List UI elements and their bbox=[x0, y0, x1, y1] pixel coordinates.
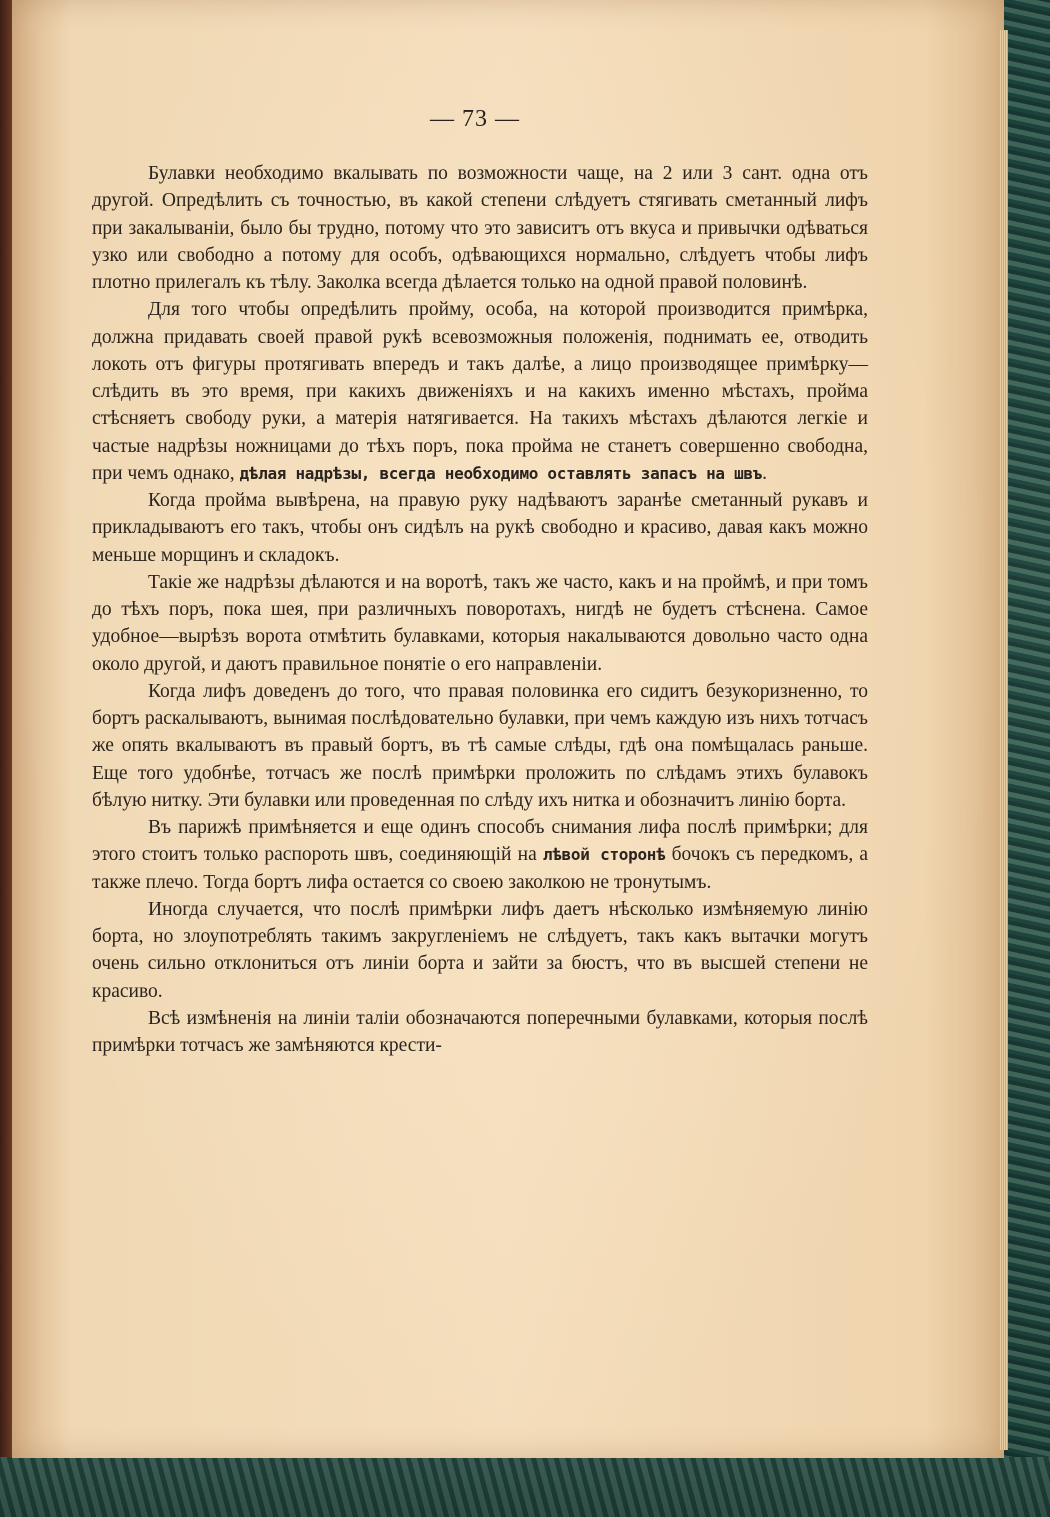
page-number: — 73 — bbox=[430, 106, 520, 132]
paragraph bbox=[92, 160, 868, 296]
paragraph bbox=[92, 296, 868, 487]
text-segment: Когда пройма вывѣрена, на правую руку надѣваютъ заранѣе сметанный рукавъ и прикладываютъ его такъ, чтобы онъ сидѣлъ на рукѣ свободно и красиво, давая какъ можно меньше морщинъ и складокъ. bbox=[92, 490, 868, 566]
text-segment: . bbox=[762, 462, 767, 484]
text-segment: Иногда случается, что послѣ примѣрки лифъ даетъ нѣсколько измѣняемую линію борта, но злоупотреблять такимъ закругленіемъ не слѣдуетъ, такъ какъ вытачки могутъ очень сильно отклониться отъ линіи борта и зайти за бюстъ, что въ высшей степени не красиво. bbox=[92, 898, 868, 1002]
page-body-text bbox=[92, 160, 868, 1059]
text-segment: Для того чтобы опредѣлить пройму, особа, на которой производится примѣрка, должна придавать своей правой рукѣ всевозможныя положенія, поднимать ее, отводить локоть отъ фигуры протягивать впередъ и такъ далѣе, а лицо производящее примѣрку—слѣдить въ это время, при какихъ движеніяхъ и на какихъ именно мѣстахъ, пройма стѣсняетъ свободу руки, а матерія натягивается. На такихъ мѣстахъ дѣлаются легкіе и частые надрѣзы ножницами до тѣхъ поръ, пока пройма не станетъ совершенно свободна, при чемъ однако, bbox=[92, 299, 868, 484]
book-binding-left bbox=[0, 0, 12, 1517]
text-segment: Въ парижѣ примѣняется и еще одинъ способъ снимания лифа послѣ примѣрки; для этого стоитъ только распороть швъ, соединяющій на bbox=[92, 817, 868, 866]
text-segment: Когда лифъ доведенъ до того, что правая половинка его сидитъ безукоризненно, то бортъ раскалываютъ, вынимая послѣдовательно булавки, при чемъ каждую изъ нихъ тотчасъ же опять вкалываютъ въ правый бортъ, въ тѣ самые слѣды, гдѣ она помѣщалась раньше. Еще того удобнѣе, тотчасъ же послѣ примѣрки проложить по слѣдамъ этихъ булавокъ бѣлую нитку. Эти булавки или проведенная по слѣду ихъ нитка и обозначитъ линію борта. bbox=[92, 680, 868, 811]
text-segment: бочокъ съ передкомъ, а также плечо. Тогда бортъ лифа остается со своею заколкою не тронутымъ. bbox=[92, 844, 868, 893]
paragraph bbox=[92, 487, 868, 569]
page-edges bbox=[1000, 30, 1008, 1450]
text-segment: Булавки необходимо вкалывать по возможности чаще, на 2 или 3 сант. одна отъ другой. Опредѣлить съ точностью, въ какой степени слѣдуетъ стягивать сметанный лифъ при закалываніи, было бы трудно, потому что это зависитъ отъ вкуса и привычки одѣваться узко или свободно а потому для особъ, одѣвающихся нормально, слѣдуетъ чтобы лифъ плотно прилегалъ къ тѣлу. Заколка всегда дѣлается только на одной правой половинѣ. bbox=[92, 163, 868, 293]
bold-text-segment: дѣлая надрѣзы, всегда необходимо оставлять запасъ на швъ bbox=[239, 463, 763, 483]
bold-text-segment: лѣвой сторонѣ bbox=[542, 845, 666, 865]
book-page bbox=[12, 0, 1004, 1458]
paragraph bbox=[92, 814, 868, 896]
text-segment: Всѣ измѣненія на линіи таліи обозначаются поперечными булавками, которыя послѣ примѣрки тотчасъ же замѣняются крести- bbox=[92, 1007, 868, 1056]
paragraph bbox=[92, 1005, 868, 1060]
text-segment: Такіе же надрѣзы дѣлаются и на воротѣ, такъ же часто, какъ и на проймѣ, и при томъ до тѣхъ поръ, пока шея, при различныхъ поворотахъ, нигдѣ не будетъ стѣснена. Самое удобное—вырѣзъ ворота отмѣтить булавками, которыя накалываются довольно часто одна около другой, и даютъ правильное понятіе о его направленіи. bbox=[92, 571, 868, 675]
paragraph bbox=[92, 896, 868, 1005]
paragraph bbox=[92, 678, 868, 814]
marbled-cover-right bbox=[1002, 0, 1050, 1517]
paragraph bbox=[92, 569, 868, 678]
marbled-cover-bottom bbox=[0, 1457, 1050, 1517]
